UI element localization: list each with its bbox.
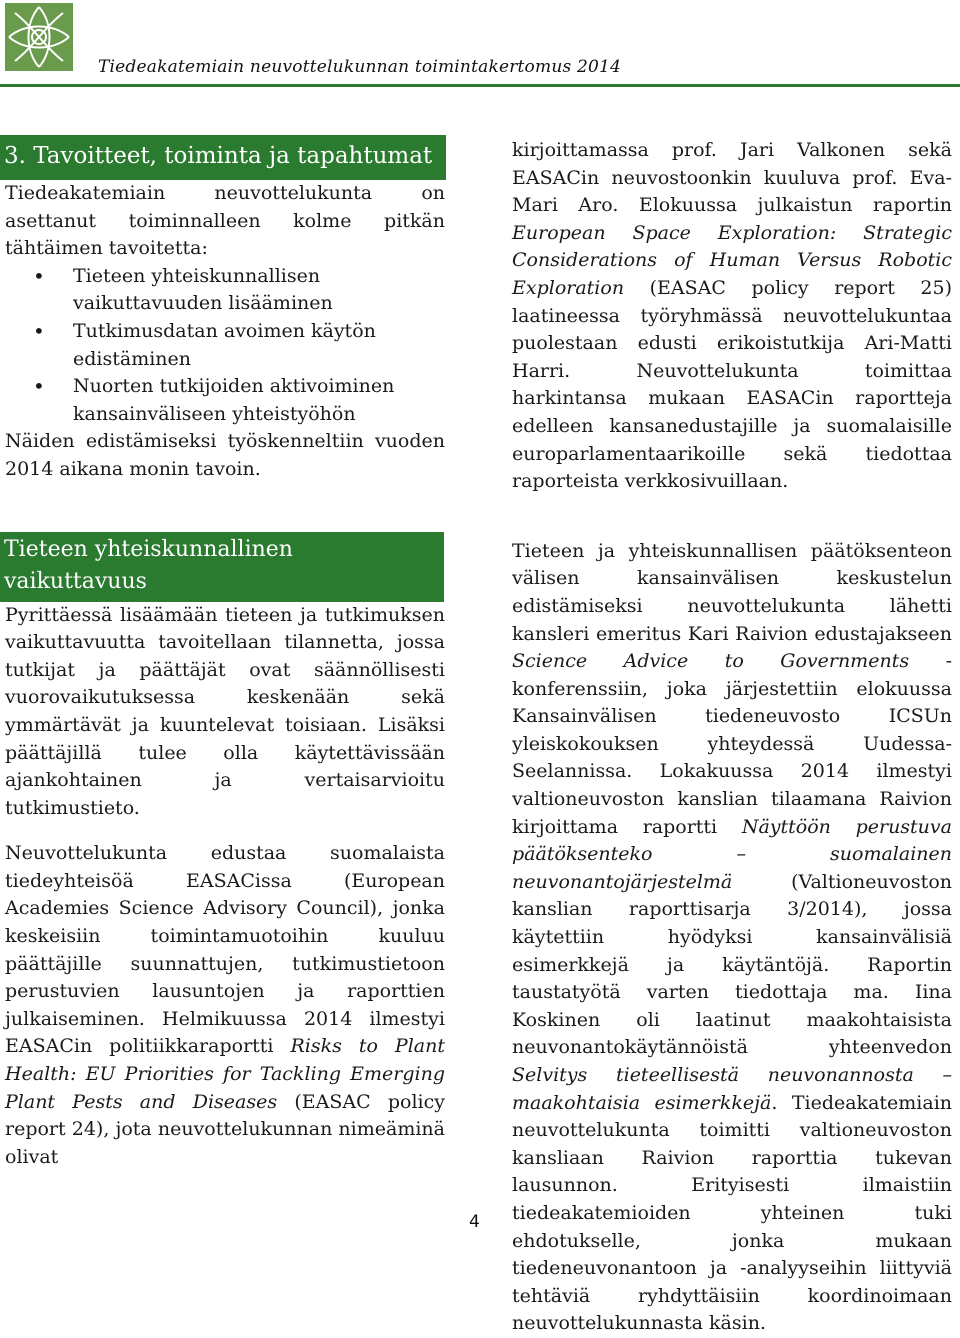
section-heading: 3. Tavoitteet, toiminta ja tapahtumat bbox=[0, 135, 446, 180]
paragraph-easac-continued: kirjoittamassa prof. Jari Valkonen sekä EASACin neuvostoonkin kuuluva prof. Eva-Mari Aro. Elokuussa julkaistun raportin European Space Exploration: Strategic Considerations of Human Versus Robotic Exploration (EASAC policy report 25) laatineessa työryhmässä neuvottelukuntaa puolestaan edusti erikoistutkija Ari-Matti Harri. Neuvottelukunta toimittaa harkintansa mukaan EASACin raportteja edelleen kansanedustajille ja suomalaisille europarlamentaarikoille sekä tiedottaa raporteista verkkosivuillaan. bbox=[512, 139, 952, 493]
right-column bbox=[512, 137, 952, 1338]
left-column bbox=[5, 135, 445, 1171]
list-item: • Tutkimusdatan avoimen käytön edistäminen bbox=[73, 318, 445, 373]
list-item: • Tieteen yhteiskunnallisen vaikuttavuuden lisääminen bbox=[73, 263, 445, 318]
report-title: Risks to Plant Health: EU Priorities for Tackling Emerging Plant Pests and Diseases bbox=[5, 1035, 445, 1113]
conference-title: Science Advice to Governments bbox=[512, 650, 910, 673]
goals-summary: Näiden edistämiseksi työskenneltiin vuoden 2014 aikana monin tavoin. bbox=[5, 430, 445, 480]
report-title: Selvitys tieteellisestä neuvonannosta – maakohtaisia esimerkkejä bbox=[512, 1064, 952, 1114]
goals-list bbox=[5, 263, 445, 429]
running-header-title: Tiedeakatemiain neuvottelukunnan toimintakertomus 2014 bbox=[98, 57, 622, 77]
subsection-heading: Tieteen yhteiskunnallinen vaikuttavuus bbox=[0, 532, 444, 602]
header-rule bbox=[0, 84, 960, 87]
paragraph-impact: Pyrittäessä lisäämään tieteen ja tutkimuksen vaikuttavuutta tavoitellaan tilannetta, jossa tutkijat ja päättäjät ovat säännöllisesti vuorovaikutuksessa keskenään sekä ymmärtävät ja kuuntelevat toisiaan. Lisäksi päättäjillä tulee olla käytettävissään ajankohtainen ja vertaisarvioitu tutkimustieto. bbox=[5, 603, 445, 819]
report-title: Näyttöön perustuva päätöksenteko – suomalainen neuvonantojärjestelmä bbox=[512, 815, 952, 893]
page-number: 4 bbox=[469, 1212, 480, 1232]
paragraph-easac: Neuvottelukunta edustaa suomalaista tiedeyhteisöä EASACissa (European Academies Science Advisory Council), jonka keskeisiin toimintamuotoihin kuuluu päättäjille suunnattujen, tutkimustietoon perustuvien lausuntojen ja raporttien julkaiseminen. Helmikuussa 2014 ilmestyi EASACin politiikkaraportti Risks to Plant Health: EU Priorities for Tackling Emerging Plant Pests and Diseases (EASAC policy report 24), jota neuvottelukunnan nimeäminä olivat bbox=[5, 842, 445, 1168]
goals-intro: Tiedeakatemiain neuvottelukunta on asettanut toiminnalleen kolme pitkän tähtäimen tavoitetta: bbox=[5, 182, 445, 260]
list-item: • Nuorten tutkijoiden aktivoiminen kansainväliseen yhteistyöhön bbox=[73, 373, 445, 428]
academies-logo bbox=[5, 3, 73, 71]
report-title: European Space Exploration: Strategic Considerations of Human Versus Robotic Exploration bbox=[512, 221, 952, 299]
paragraph-science-advice: Tieteen ja yhteiskunnallisen päätöksenteon välisen kansainvälisen keskustelun edistämiseksi neuvottelukunta lähetti kansleri emeritus Kari Raivion edustajakseen Science Advice to Governments -konferenssiin, joka järjestettiin elokuussa Kansainvälisen tiedeneuvosto ICSUn yleiskokouksen yhteydessä Uudessa-Seelannissa. Lokakuussa 2014 ilmestyi valtioneuvoston kanslian tilaamana Raivion kirjoittama raportti Näyttöön perustuva päätöksenteko – suomalainen neuvonantojärjestelmä (Valtioneuvoston kanslian raporttisarja 3/2014), jossa käytettiin hyödyksi kansainvälisiä esimerkkejä ja käytäntöjä. Raportin taustatyötä varten tiedottaja ma. Iina Koskinen oli laatinut maakohtaisista neuvonantokäytännöistä yhteenvedon Selvitys tieteellisestä neuvonannosta – maakohtaisia esimerkkejä. Tiedeakatemiain neuvottelukunta toimitti valtioneuvoston kansliaan Raivion raporttia tukevan lausunnon. Erityisesti ilmaistiin tiedeakatemioiden yhteinen tuki ehdotukselle, jonka mukaan tiedeneuvonantoon ja -analyyseihin liittyviä tehtäviä ryhdyttäisiin koordinoimaan neuvottelukunnasta käsin. bbox=[512, 539, 953, 1335]
